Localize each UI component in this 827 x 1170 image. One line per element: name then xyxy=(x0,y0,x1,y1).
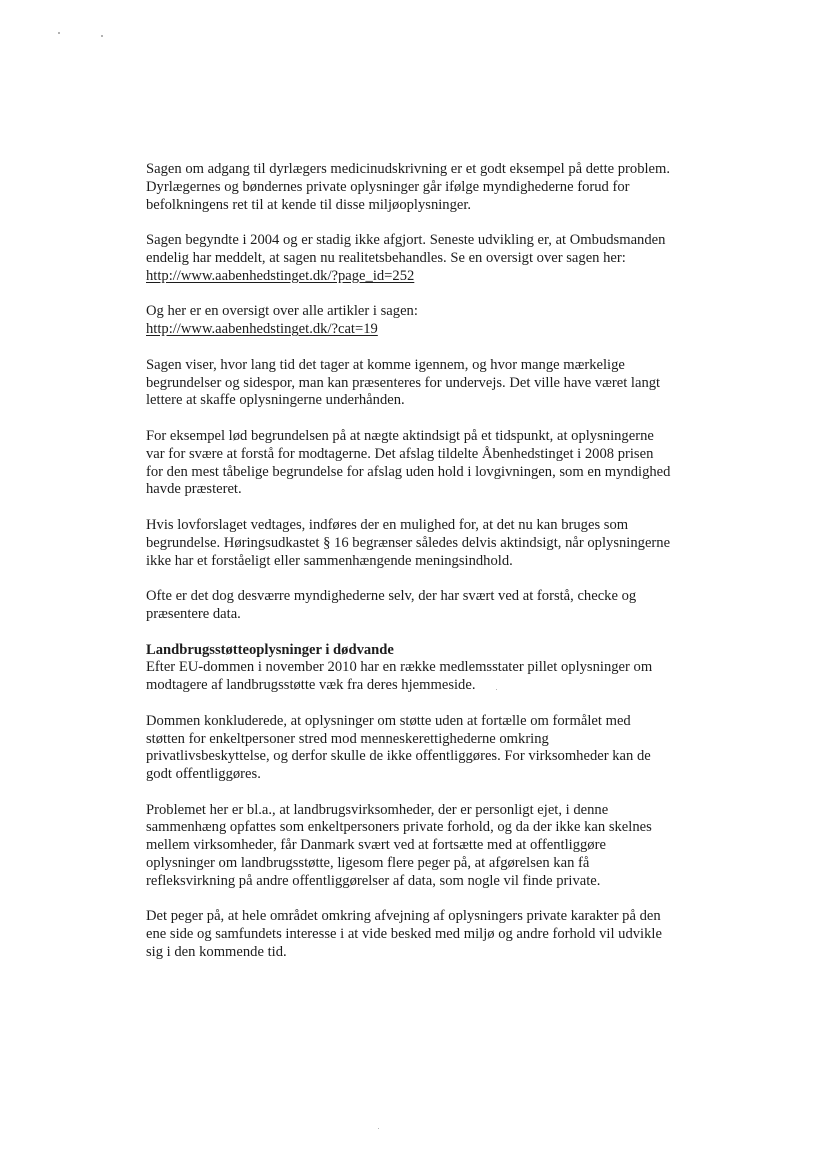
scan-speck xyxy=(378,1128,379,1129)
paragraph-10 xyxy=(146,802,711,891)
text-line: endelig har meddelt, at sagen nu realitetsbehandles. Se en oversigt over sagen her: xyxy=(146,249,626,266)
text-line: Dyrlægernes og bøndernes private oplysninger går ifølge myndighederne forud for xyxy=(146,178,630,195)
paragraph-5 xyxy=(146,428,711,499)
text-line: Problemet her er bl.a., at landbrugsvirksomheder, der er personligt ejet, i denne xyxy=(146,801,609,818)
paragraph-11 xyxy=(146,908,711,961)
articles-overview-link[interactable]: http://www.aabenhedstinget.dk/?cat=19 xyxy=(146,321,378,338)
scan-speck xyxy=(101,35,103,37)
text-line: støtten for enkeltpersoner stred mod menneskerettighederne omkring xyxy=(146,730,549,747)
section-landbrug xyxy=(146,642,711,695)
text-line: For eksempel lød begrundelsen på at nægte aktindsigt på et tidspunkt, at oplysningerne xyxy=(146,427,654,444)
text-line: Det peger på, at hele området omkring afvejning af oplysningers private karakter på den xyxy=(146,908,661,925)
text-line: ene side og samfundets interesse i at vide besked med miljø og andre forhold vil udvikle xyxy=(146,926,662,943)
text-line: refleksvirkning på andre offentliggørelser af data, som nogle vil finde private. xyxy=(146,872,601,889)
case-overview-link[interactable]: http://www.aabenhedstinget.dk/?page_id=252 xyxy=(146,267,415,284)
text-line: præsentere data. xyxy=(146,605,241,622)
paragraph-3 xyxy=(146,303,711,339)
text-line: Sagen begyndte i 2004 og er stadig ikke afgjort. Seneste udvikling er, at Ombudsmanden xyxy=(146,232,666,249)
text-line: lettere at skaffe oplysningerne underhånden. xyxy=(146,392,405,409)
text-line: Dommen konkluderede, at oplysninger om støtte uden at fortælle om formålet med xyxy=(146,712,631,729)
text-line: Hvis lovforslaget vedtages, indføres der en mulighed for, at det nu kan bruges som xyxy=(146,516,629,533)
text-line: sammenhæng opfattes som enkeltpersoners private forhold, og da der ikke kan skelnes xyxy=(146,819,652,836)
text-line: var for svære at forstå for modtagerne. Det afslag tildelte Åbenhedstinget i 2008 prisen xyxy=(146,445,654,462)
paragraph-9 xyxy=(146,713,711,784)
text-line: Sagen om adgang til dyrlægers medicinudskrivning er et godt eksempel på dette problem. xyxy=(146,161,671,177)
text-line: begrundelse. Høringsudkastet § 16 begrænser således delvis aktindsigt, når oplysningerne xyxy=(146,534,671,551)
text-line: mellem virksomheder, får Danmark svært ved at fortsætte med at offentliggøre xyxy=(146,837,606,854)
text-line: begrundelser og sidespor, man kan præsenteres for undervejs. Det ville have været langt xyxy=(146,374,661,391)
paragraph-6 xyxy=(146,517,711,570)
section-heading: Landbrugsstøtteoplysninger i dødvande xyxy=(146,641,394,658)
text-line: Sagen viser, hvor lang tid det tager at komme igennem, og hvor mange mærkelige xyxy=(146,356,625,373)
paragraph-7 xyxy=(146,588,711,624)
text-line: havde præsteret. xyxy=(146,481,242,498)
text-line: Og her er en oversigt over alle artikler i sagen: xyxy=(146,303,418,320)
text-line: godt offentliggøres. xyxy=(146,766,261,783)
text-line: Ofte er det dog desværre myndighederne selv, der har svært ved at forstå, checke og xyxy=(146,588,637,605)
text-line: modtagere af landbrugsstøtte væk fra deres hjemmeside. xyxy=(146,677,476,694)
text-line: sig i den kommende tid. xyxy=(146,944,287,961)
scan-speck xyxy=(58,32,60,34)
paragraph-4 xyxy=(146,357,711,410)
text-line: for den mest tåbelige begrundelse for afslag uden hold i lovgivningen, som en myndighed xyxy=(146,463,671,480)
paragraph-2 xyxy=(146,232,711,285)
paragraph-1 xyxy=(146,161,711,214)
document-body xyxy=(146,161,711,980)
text-line: oplysninger om landbrugsstøtte, ligesom flere peger på, at afgørelsen kan få xyxy=(146,855,590,872)
text-line: privatlivsbeskyttelse, og derfor skulle de ikke offentliggøres. For virksomheder kan de xyxy=(146,748,651,765)
text-line: ikke har et forståeligt eller sammenhængende meningsindhold. xyxy=(146,552,513,569)
text-line: befolkningens ret til at kende til disse miljøoplysninger. xyxy=(146,196,472,213)
text-line: Efter EU-dommen i november 2010 har en række medlemsstater pillet oplysninger om xyxy=(146,659,653,676)
